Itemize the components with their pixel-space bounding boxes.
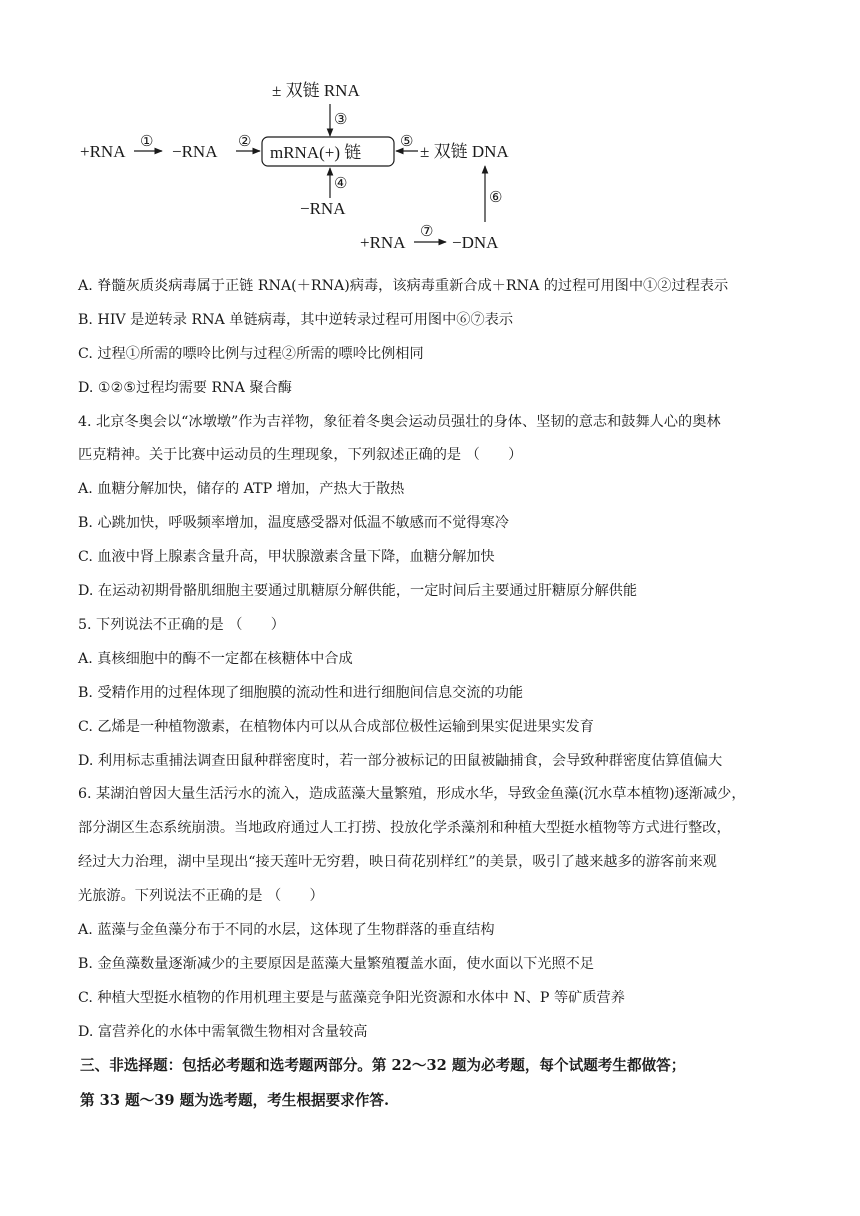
q3-option-a: A. 脊髓灰质炎病毒属于正链 RNA(＋RNA)病毒，该病毒重新合成＋RNA 的过程可用图中①②过程表示 xyxy=(78,278,729,294)
q6-option-c: C. 种植大型挺水植物的作用机理主要是与蓝藻竞争阳光资源和水体中 N、P 等矿质营养 xyxy=(78,990,625,1006)
label-mrna-box: mRNA(+) 链 xyxy=(270,143,362,162)
step-7-label: ⑦ xyxy=(420,224,434,240)
step-6-label: ⑥ xyxy=(489,190,503,206)
q5-option-d: D. 利用标志重捕法调查田鼠种群密度时，若一部分被标记的田鼠被鼬捕食，会导致种群密度估算值偏大 xyxy=(78,753,723,769)
section3-heading-line1: 三、非选择题：包括必考题和选考题两部分。第 22～32 题为必考题，每个试题考生都做答； xyxy=(80,1057,686,1074)
q4-option-a: A. 血糖分解加快，储存的 ATP 增加，产热大于散热 xyxy=(78,481,405,497)
q6-option-a: A. 蓝藻与金鱼藻分布于不同的水层，这体现了生物群落的垂直结构 xyxy=(78,922,495,938)
step-2-label: ② xyxy=(238,134,252,150)
q4-option-b: B. 心跳加快，呼吸频率增加，温度感受器对低温不敏感而不觉得寒冷 xyxy=(78,515,509,531)
step-1-label: ① xyxy=(140,134,154,150)
q6-stem-line4: 光旅游。下列说法不正确的是 （ ） xyxy=(78,888,324,904)
section3-heading-line2: 第 33 题～39 题为选考题，考生根据要求作答. xyxy=(80,1092,390,1109)
step-4-label: ④ xyxy=(334,176,348,192)
label-plus-rna-left: +RNA xyxy=(80,142,126,161)
q3-option-c: C. 过程①所需的嘌呤比例与过程②所需的嘌呤比例相同 xyxy=(78,346,424,362)
label-bottom-minus-rna: −RNA xyxy=(300,199,346,218)
q5-option-b: B. 受精作用的过程体现了细胞膜的流动性和进行细胞间信息交流的功能 xyxy=(78,685,524,701)
q3-option-b: B. HIV 是逆转录 RNA 单链病毒，其中逆转录过程可用图中⑥⑦表示 xyxy=(78,312,514,328)
q6-option-b: B. 金鱼藻数量逐渐减少的主要原因是蓝藻大量繁殖覆盖水面，使水面以下光照不足 xyxy=(78,956,595,972)
q5-option-c: C. 乙烯是一种植物激素，在植物体内可以从合成部位极性运输到果实促进果实发育 xyxy=(78,719,594,735)
label-right-dsdna: ± 双链 DNA xyxy=(420,142,509,161)
label-top-dsrna: ± 双链 RNA xyxy=(272,81,360,100)
q4-option-d: D. 在运动初期骨骼肌细胞主要通过肌糖原分解供能，一定时间后主要通过肝糖原分解供能 xyxy=(78,583,638,599)
q5-stem: 5. 下列说法不正确的是 （ ） xyxy=(78,617,285,633)
step-3-label: ③ xyxy=(334,112,348,128)
label-bottom-minus-dna: −DNA xyxy=(452,233,499,252)
label-minus-rna-mid: −RNA xyxy=(172,142,218,161)
q4-stem-line2: 匹克精神。关于比赛中运动员的生理现象，下列叙述正确的是 （ ） xyxy=(78,447,523,463)
q5-option-a: A. 真核细胞中的酶不一定都在核糖体中合成 xyxy=(78,651,353,667)
q4-option-c: C. 血液中肾上腺素含量升高，甲状腺激素含量下降，血糖分解加快 xyxy=(78,549,495,565)
label-bottom-plus-rna: +RNA xyxy=(360,233,406,252)
q4-stem-line1: 4. 北京冬奥会以“冰墩墩”作为吉祥物，象征着冬奥会运动员强壮的身体、坚韧的意志和鼓舞人心的奥林 xyxy=(78,414,721,430)
virus-replication-diagram xyxy=(0,60,860,260)
q3-option-d: D. ①②⑤过程均需要 RNA 聚合酶 xyxy=(78,380,292,396)
q6-stem-line2: 部分湖区生态系统崩溃。当地政府通过人工打捞、投放化学杀藻剂和种植大型挺水植物等方式进行整改， xyxy=(78,820,731,836)
q6-stem-line3: 经过大力治理，湖中呈现出“接天莲叶无穷碧，映日荷花别样红”的美景，吸引了越来越多的游客前来观 xyxy=(78,854,717,870)
step-5-label: ⑤ xyxy=(400,134,414,150)
q6-option-d: D. 富营养化的水体中需氧微生物相对含量较高 xyxy=(78,1024,368,1040)
q6-stem-line1: 6. 某湖泊曾因大量生活污水的流入，造成蓝藻大量繁殖，形成水华，导致金鱼藻(沉水草本植物)逐渐减少， xyxy=(78,786,746,802)
